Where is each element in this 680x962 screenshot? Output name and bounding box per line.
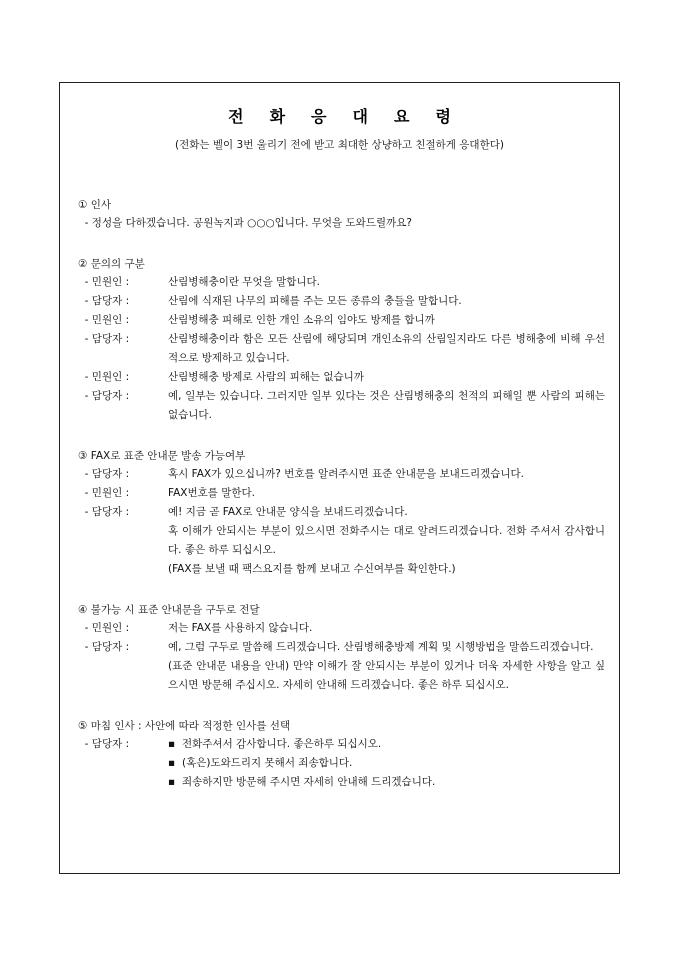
title-char: 전	[228, 107, 244, 126]
dialogue-text: 산림에 식재된 나무의 피해를 주는 모든 종류의 충들을 말합니다.	[168, 295, 462, 307]
speaker-label: - 민원인 :	[78, 487, 133, 499]
greeting-line	[78, 214, 605, 233]
dialogue-text: 저는 FAX를 사용하지 않습니다.	[168, 622, 313, 634]
dialogue-text: 예, 일부는 있습니다. 그러지만 일부 있다는 것은 산림병해충의 천적의 피해일 뿐 사람의 피해는 없습니다.	[168, 390, 605, 421]
dialogue-text: 예, 그럼 구두로 말씀해 드리겠습니다. 산림병해충방제 계획 및 시행방법을 말씀드리겠습니다.	[168, 641, 594, 653]
dialogue-text: 예! 지금 곧 FAX로 안내문 양식을 보내드리겠습니다.	[168, 506, 408, 518]
page-title	[60, 104, 619, 127]
bullet-icon: ▪	[168, 757, 176, 769]
section-heading-closing: ⑤ 마침 인사 : 사안에 따라 적정한 인사를 선택	[78, 720, 291, 732]
title-char: 응	[311, 107, 327, 126]
dialogue-line	[78, 292, 605, 311]
continuation-text: 혹 이해가 안되시는 부분이 있으시면 전화주시는 대로 알려드리겠습니다. 전화 주셔서 감사합니다. 좋은 하루 되십시오.	[168, 525, 605, 556]
speaker-label: - 민원인 :	[78, 371, 133, 383]
dialogue-line	[78, 387, 605, 425]
dialogue-line	[78, 273, 605, 292]
closing-item: ▪ 전화주셔서 감사합니다. 좋은하루 되십시오.	[168, 735, 605, 754]
dialogue-line	[78, 484, 605, 503]
speaker-label: - 담당자 :	[78, 390, 133, 402]
dialogue-line	[78, 465, 605, 484]
speaker-label: - 담당자 :	[78, 641, 133, 653]
closing-item: ▪ (혹은)도와드리지 못해서 죄송합니다.	[78, 754, 605, 773]
speaker-label: - 담당자 :	[78, 333, 133, 345]
speaker-label: - 담당자 :	[78, 506, 133, 518]
speaker-label: - 민원인 :	[78, 276, 133, 288]
dialogue-line	[78, 503, 605, 522]
document-frame	[59, 82, 620, 874]
bullet-icon: ▪	[168, 738, 176, 750]
continuation-text: (FAX를 보낼 때 팩스요지를 함께 보내고 수신여부를 확인한다.)	[168, 563, 456, 575]
dialogue-line	[78, 619, 605, 638]
closing-line	[78, 735, 605, 754]
closing-item: ▪ 죄송하지만 방문해 주시면 자세히 안내해 드리겠습니다.	[78, 773, 605, 792]
title-char: 대	[352, 107, 368, 126]
speaker-label: - 민원인 :	[78, 622, 133, 634]
title-char: 화	[269, 107, 286, 126]
dialogue-line	[78, 311, 605, 330]
page-subtitle: (전화는 벨이 3번 울리기 전에 받고 최대한 상냥하고 친절하게 응대한다)	[175, 139, 504, 151]
speaker-label: - 담당자 :	[78, 738, 133, 750]
title-char: 요	[393, 107, 410, 126]
section-heading-inquiry: ② 문의의 구분	[78, 258, 145, 270]
section-heading-unavailable: ④ 불가능 시 표준 안내문을 구두로 전달	[78, 604, 260, 616]
bullet-icon: ▪	[168, 776, 176, 788]
dialogue-text: 산림병해충 방제로 사람의 피해는 없습니까	[168, 371, 364, 383]
speaker-label: - 민원인 :	[78, 314, 133, 326]
speaker-label: - 담당자 :	[78, 295, 133, 307]
dialogue-text: 산림병해충 피해로 인한 개인 소유의 임야도 방제를 합니까	[168, 314, 435, 326]
dialogue-line	[78, 330, 605, 368]
section-heading-fax: ③ FAX로 표준 안내문 발송 가능여부	[78, 450, 246, 462]
dialogue-text: 산림병해충이란 무엇을 말합니다.	[168, 276, 321, 288]
section-heading-greeting: ① 인사	[78, 199, 112, 211]
title-char: 령	[435, 107, 451, 126]
greeting-text: - 정성을 다하겠습니다. 공원녹지과 ○○○입니다. 무엇을 도와드릴까요?	[78, 217, 412, 229]
dialogue-text: 산림병해충이라 함은 모든 산림에 해당되며 개인소유의 산림일지라도 다른 병해충에 비해 우선적으로 방제하고 있습니다.	[168, 333, 605, 364]
dialogue-text: FAX번호를 말한다.	[168, 487, 255, 499]
dialogue-text: 혹시 FAX가 있으십니까? 번호를 알려주시면 표준 안내문을 보내드리겠습니다.	[168, 468, 525, 480]
dialogue-line	[78, 368, 605, 387]
speaker-label: - 담당자 :	[78, 468, 133, 480]
dialogue-line	[78, 638, 605, 657]
document-body	[78, 196, 605, 792]
continuation-text: (표준 안내문 내용을 안내) 만약 이해가 잘 안되시는 부분이 있거나 더욱 자세한 사항을 알고 싶으시면 방문해 주십시오. 자세히 안내해 드리겠습니다. 좋은 하루 되십시오.	[168, 660, 605, 691]
